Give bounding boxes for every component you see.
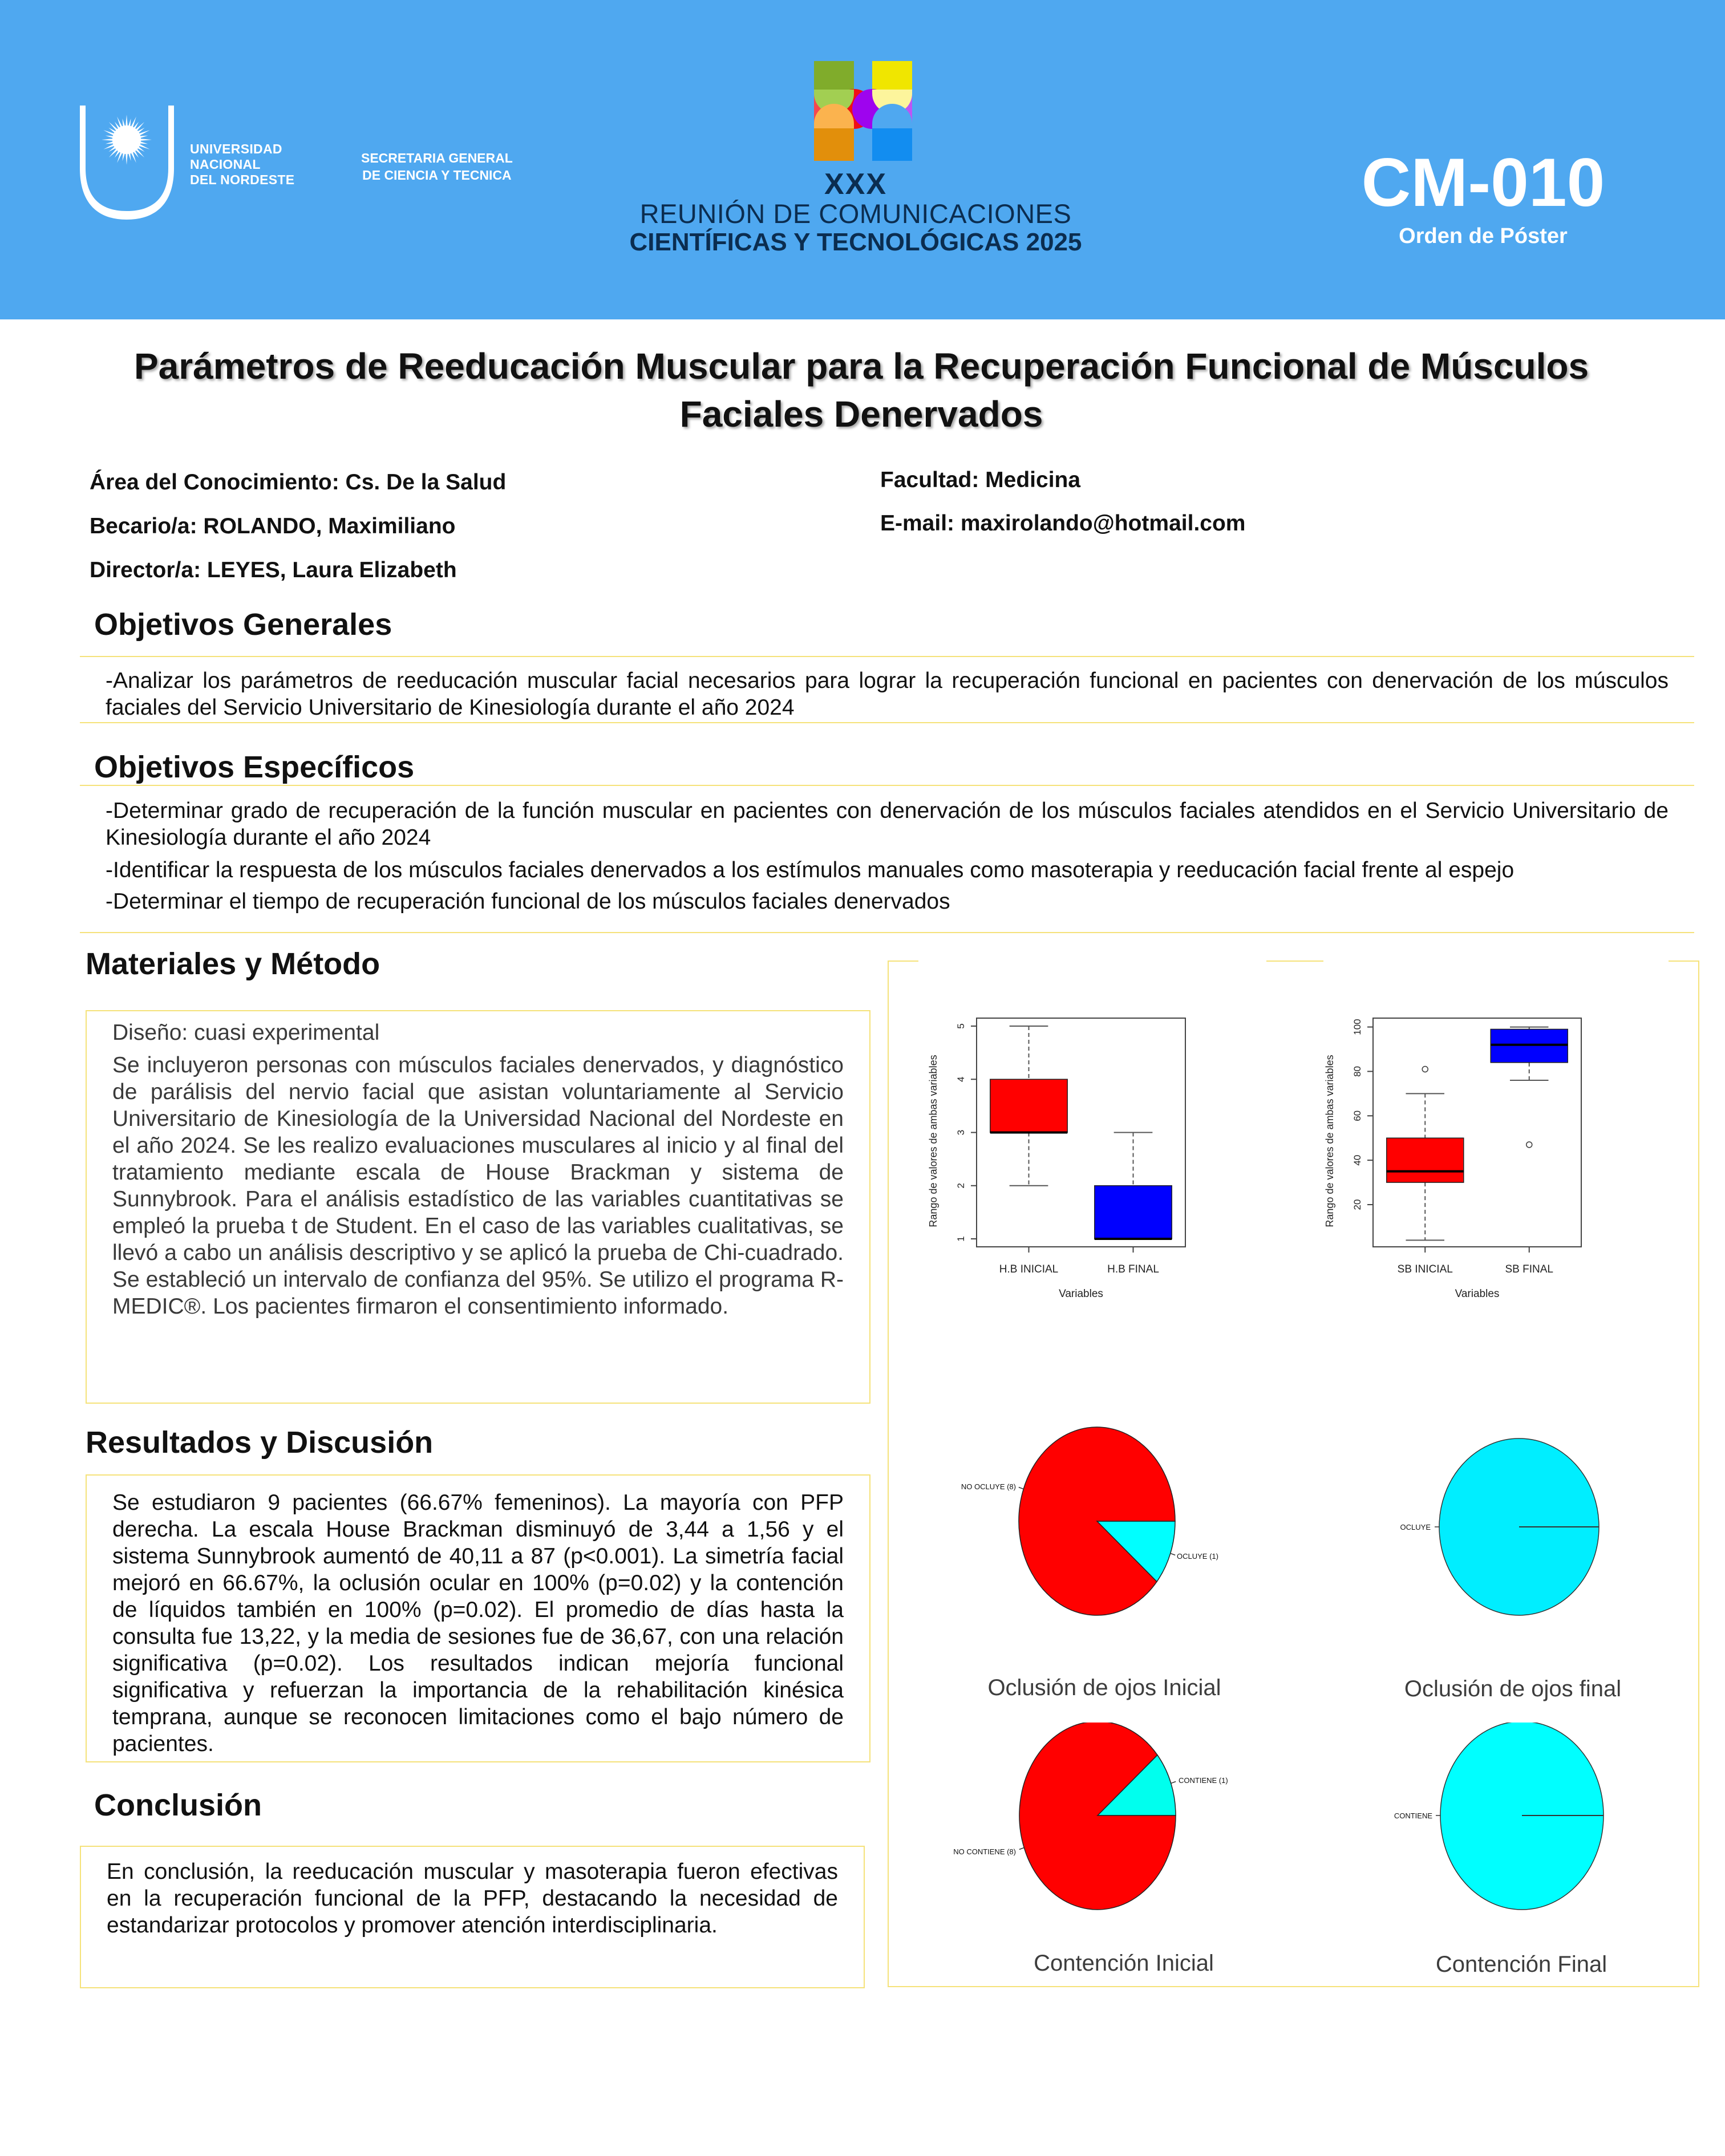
pie-label-tick	[1171, 1781, 1176, 1783]
pie-label: NO CONTIENE (8)	[953, 1847, 1016, 1856]
university-name	[190, 141, 294, 188]
x-tick-label: H.B INICIAL	[999, 1263, 1059, 1275]
panel-border-segment	[1669, 961, 1699, 962]
pie-title-contencion-final: Contención Final	[1435, 1952, 1607, 1977]
unne-sun-logo-icon	[80, 106, 174, 220]
email: E-mail: maxirolando@hotmail.com	[880, 511, 1246, 536]
section-title-objetivos-especificos: Objetivos Específicos	[94, 750, 415, 784]
secretaria-line-2: DE CIENCIA Y TECNICA	[362, 168, 512, 183]
director-name: Director/a: LEYES, Laura Elizabeth	[90, 558, 457, 582]
pie-contencion-final	[1369, 1723, 1626, 1928]
materiales-box	[86, 1010, 870, 1404]
pie-label: OCLUYE (1)	[1177, 1552, 1218, 1561]
y-tick-label: 80	[1352, 1065, 1363, 1077]
event-name-line-1: REUNIÓN DE COMUNICACIONES	[639, 198, 1072, 229]
university-line-3: DEL NORDESTE	[190, 172, 295, 187]
pie-title-oclusion-final: Oclusión de ojos final	[1404, 1676, 1622, 1701]
y-tick-label: 5	[955, 1023, 966, 1029]
fellow-name: Becario/a: ROLANDO, Maximiliano	[90, 514, 456, 538]
secretaria-line-1: SECRETARIA GENERAL	[361, 151, 513, 165]
x-axis-label: Variables	[1059, 1288, 1103, 1300]
study-design: Diseño: cuasi experimental	[112, 1020, 380, 1045]
outlier-point	[1526, 1142, 1532, 1148]
pie-title-oclusion-inicial: Oclusión de ojos Inicial	[987, 1675, 1221, 1700]
faculty: Facultad: Medicina	[880, 468, 1081, 492]
poster-title: Parámetros de Reeducación Muscular para la Recuperación Funcional de Músculos Faciales Denervados	[133, 346, 1589, 435]
pie-label-tick	[1019, 1847, 1024, 1849]
pie-title-contencion-inicial: Contención Inicial	[1034, 1951, 1214, 1976]
boxplot-sunnybrook	[1306, 1004, 1671, 1357]
materiales-body: Se incluyeron personas con músculos faciales denervados, y diagnóstico de parálisis del nervio facial que asistan voluntariamente al Servicio Universitario de Kinesiología de la Universidad Nacional del Nordeste en el año 2024. Se les realizo evaluaciones musculares al inicio y al final del tratamiento mediante escala de House Brackman y sistema de Sunnybrook. Para el análisis estadístico de las variables cuantitativas se empleó la prueba t de Student. En el caso de las variables cualitativas, se llevó a cabo un análisis descriptivo y se aplicó la prueba de Chi-cuadrado. Se estableció un intervalo de confianza del 95%. Se utilizo el programa R-MEDIC®. Los pacientes firmaron el consentimiento informado.	[112, 1053, 844, 1319]
outlier-point	[1422, 1067, 1428, 1072]
section-title-resultados: Resultados y Discusión	[86, 1425, 434, 1460]
y-tick-label: 100	[1352, 1019, 1363, 1035]
section-title-materiales: Materiales y Método	[86, 947, 380, 981]
y-tick-label: 1	[955, 1236, 966, 1242]
poster-header	[0, 0, 1725, 319]
box-sb-inicial	[1387, 1138, 1464, 1182]
pie-label-tick	[1019, 1487, 1023, 1489]
panel-border-segment	[888, 961, 918, 962]
objetivo-especifico-item: -Determinar el tiempo de recuperación funcional de los músculos faciales denervados	[106, 889, 950, 914]
event-logo-icon	[814, 61, 914, 161]
resultados-body: Se estudiaron 9 pacientes (66.67% femeninos). La mayoría con PFP derecha. La escala House Brackman disminuyó de 3,44 a 1,56 y el sistema Sunnybrook aumentó de 40,11 a 87 (p<0.001). La simetría facial mejoró en 66.67%, la oclusión ocular en 100% (p=0.02) y la contención de líquidos también en 100% (p=0.02). El promedio de días hasta la consulta fue 13,22, y la media de sesiones fue de 36,67, con una relación significativa (p=0.02). Los resultados indican mejoría funcional significativa y refuerzan la importancia de la rehabilitación kinésica temprana, aunque se reconocen limitaciones como el bajo número de pacientes.	[112, 1490, 844, 1756]
objetivo-general-item: -Analizar los parámetros de reeducación muscular facial necesarios para lograr la recuperación funcional en pacientes con denervación de los músculos faciales del Servicio Universitario de Kinesiología durante el año 2024	[106, 668, 1669, 720]
y-tick-label: 60	[1352, 1110, 1363, 1121]
poster-order-label: Orden de Póster	[1399, 224, 1568, 248]
objetivos-generales-box	[80, 656, 1694, 723]
pie-oclusion-inicial	[947, 1420, 1266, 1626]
y-tick-label: 4	[955, 1076, 966, 1082]
pie-label: CONTIENE	[1394, 1811, 1432, 1820]
x-tick-label: SB INICIAL	[1397, 1263, 1453, 1275]
box-h-b-final	[1095, 1186, 1172, 1239]
section-title-objetivos-generales: Objetivos Generales	[94, 607, 392, 642]
section-title-conclusion: Conclusión	[94, 1788, 262, 1822]
pie-label-tick	[1171, 1553, 1175, 1555]
y-tick-label: 3	[955, 1129, 966, 1136]
conclusion-body: En conclusión, la reeducación muscular y masoterapia fueron efectivas en la recuperación funcional de la PFP, destacando la necesidad de estandarizar protocolos y promover atención interdisciplinaria.	[107, 1859, 838, 1938]
y-tick-label: 40	[1352, 1154, 1363, 1166]
boxplot-house-brackman	[901, 1004, 1255, 1357]
pie-contencion-inicial	[941, 1723, 1266, 1928]
y-axis-label: Rango de valores de ambas variables	[928, 1055, 939, 1227]
box-h-b-inicial	[990, 1079, 1067, 1132]
x-tick-label: H.B FINAL	[1107, 1263, 1159, 1275]
poster-code: CM-010	[1361, 144, 1605, 221]
y-tick-label: 2	[955, 1183, 966, 1189]
objetivo-especifico-item: -Determinar grado de recuperación de la función muscular en pacientes con denervación de los músculos faciales atendidos en el Servicio Universitario de Kinesiología durante el año 2024	[106, 799, 1669, 850]
pie-oclusion-final	[1369, 1420, 1626, 1626]
pie-label: NO OCLUYE (8)	[961, 1482, 1016, 1491]
objetivo-especifico-item: -Identificar la respuesta de los músculos faciales denervados a los estímulos manuales como masoterapia y reeducación facial frente al espejo	[106, 858, 1515, 882]
secretaria-name	[361, 149, 513, 184]
y-axis-label: Rango de valores de ambas variables	[1324, 1055, 1335, 1227]
university-line-1: UNIVERSIDAD	[190, 141, 282, 156]
conclusion-box	[80, 1846, 865, 1988]
x-axis-label: Variables	[1455, 1288, 1500, 1300]
pie-slice	[1019, 1427, 1175, 1615]
knowledge-area: Área del Conocimiento: Cs. De la Salud	[90, 470, 507, 495]
x-tick-label: SB FINAL	[1505, 1263, 1553, 1275]
y-tick-label: 20	[1352, 1199, 1363, 1210]
objetivos-especificos-box	[80, 785, 1694, 933]
panel-border-segment	[1266, 961, 1323, 962]
university-line-2: NACIONAL	[190, 157, 261, 172]
event-name-line-2: CIENTÍFICAS Y TECNOLÓGICAS 2025	[629, 228, 1082, 256]
pie-label: CONTIENE (1)	[1179, 1776, 1228, 1785]
pie-label: OCLUYE	[1400, 1523, 1431, 1531]
resultados-box	[86, 1474, 870, 1762]
pie-slice	[1019, 1723, 1176, 1910]
event-edition: XXX	[824, 168, 888, 201]
